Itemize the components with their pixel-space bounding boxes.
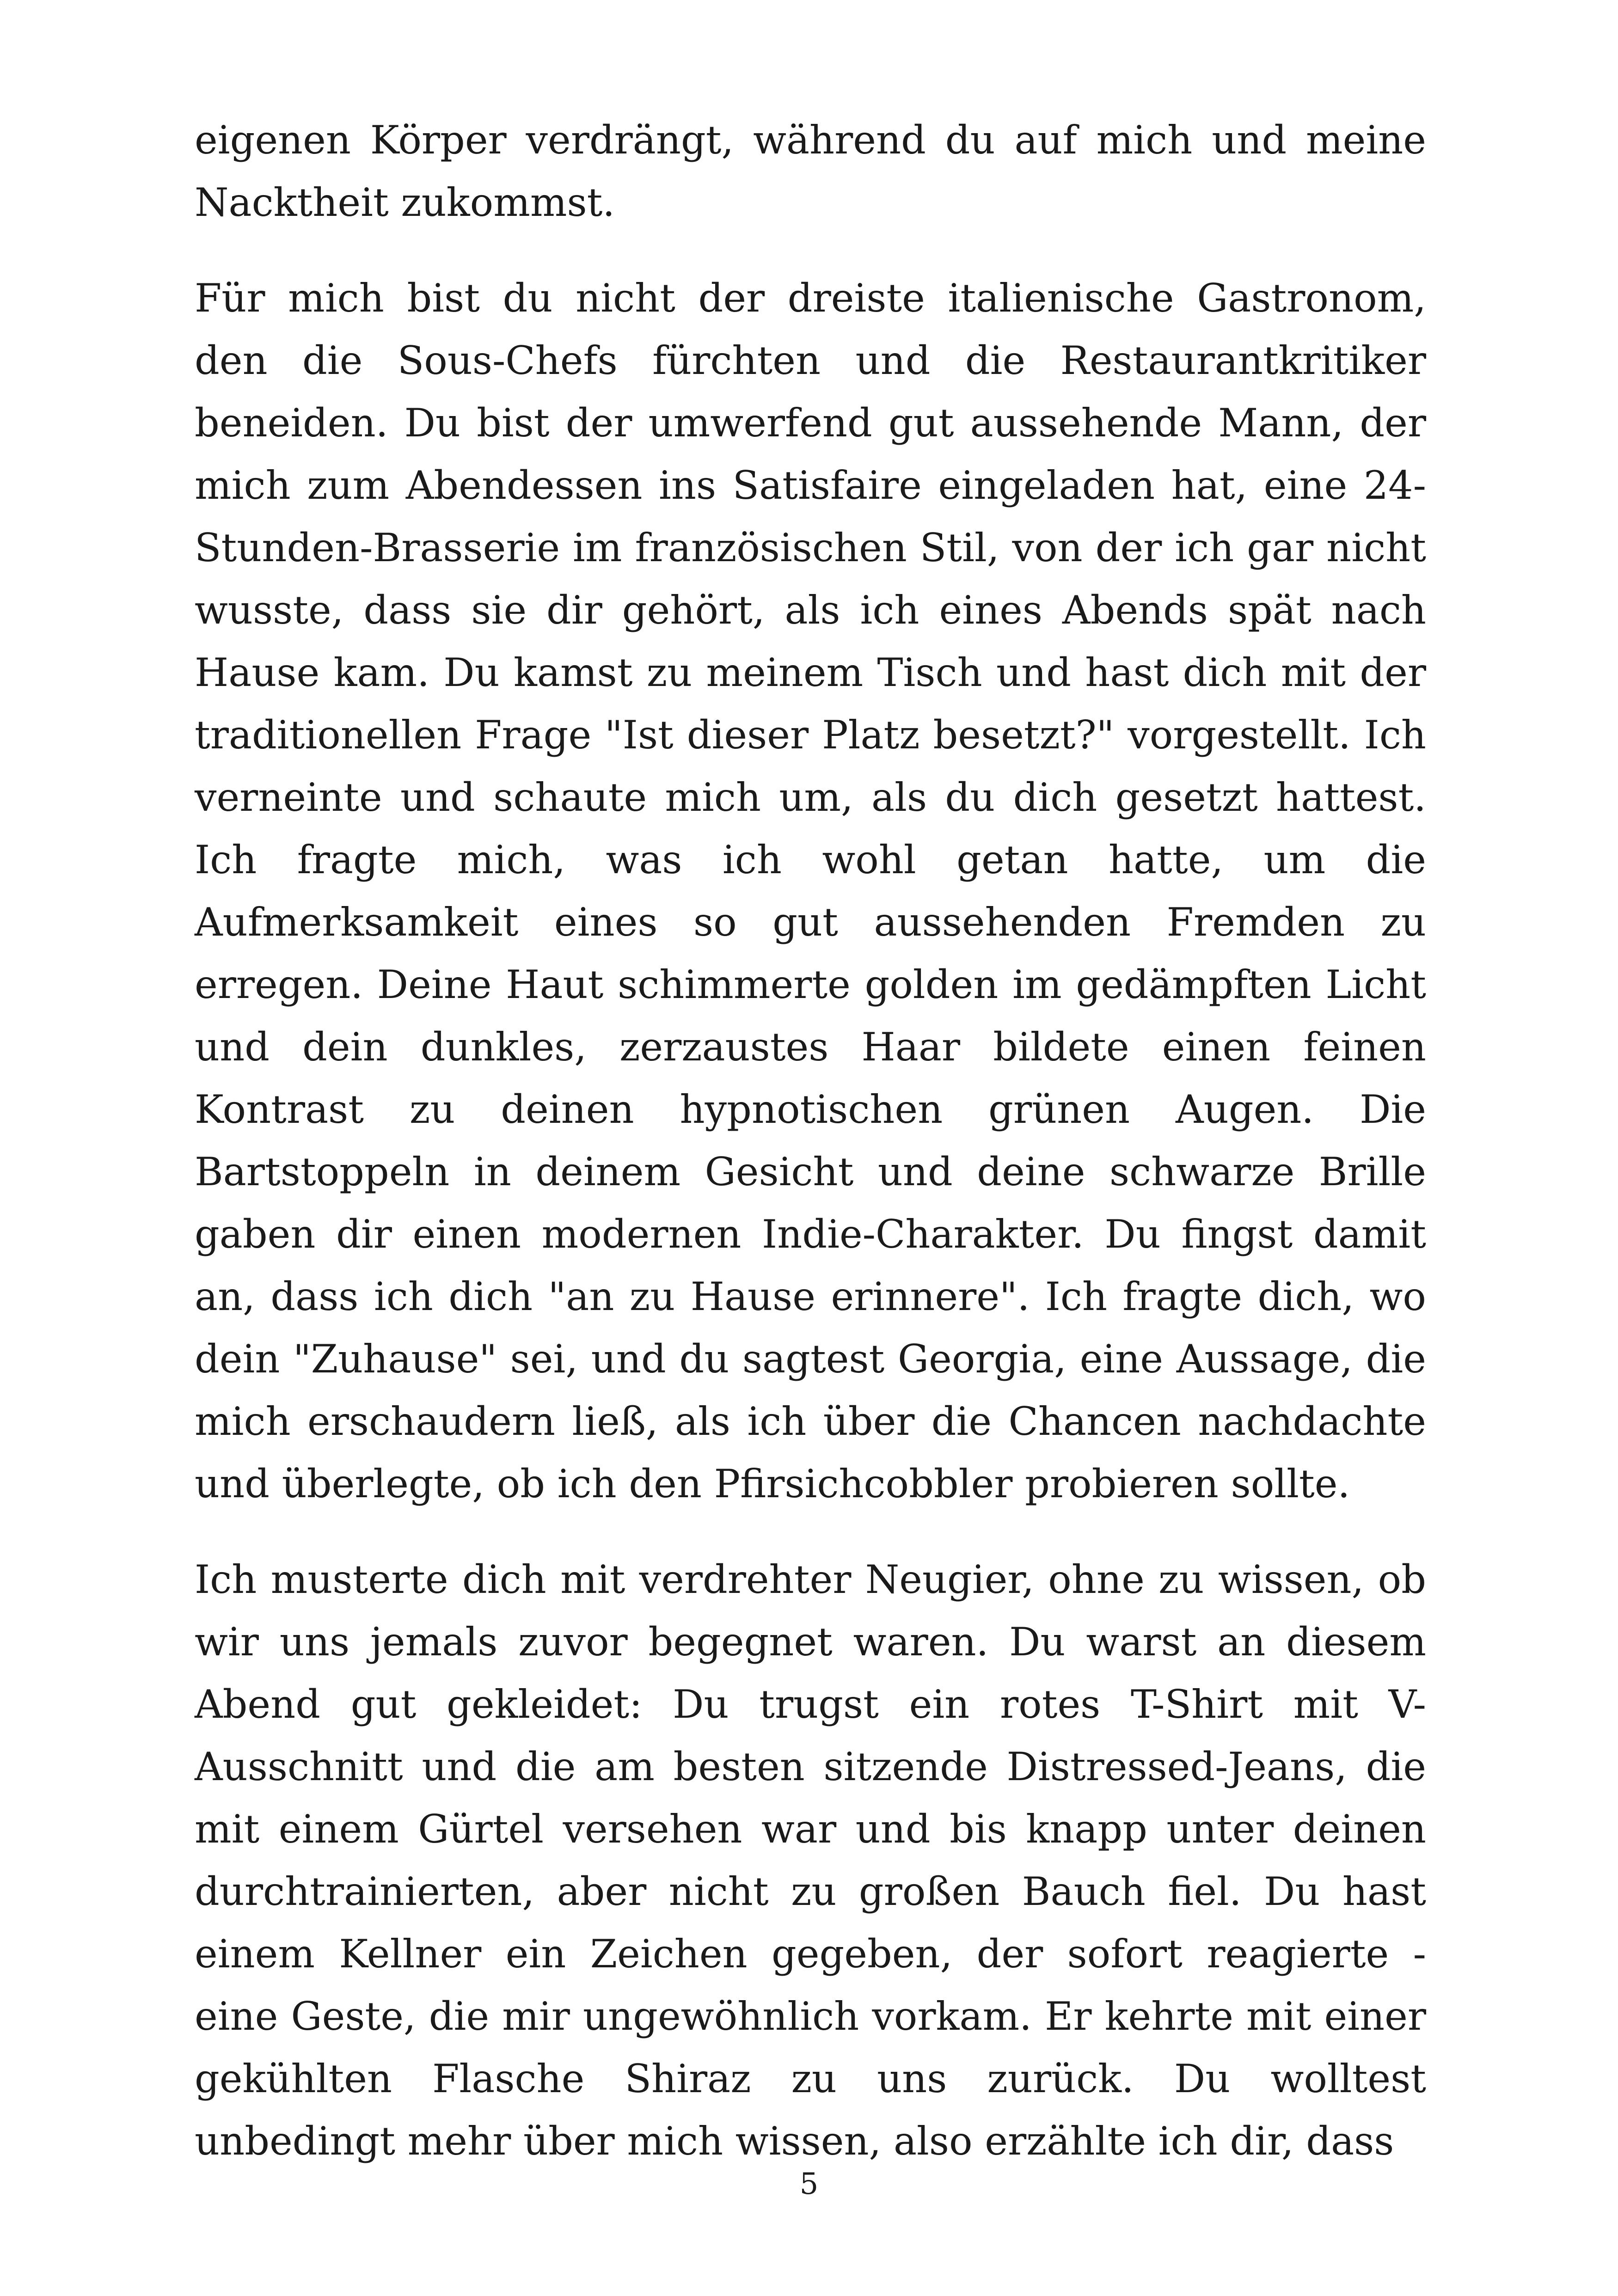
- body-text: [195, 109, 1426, 2206]
- page-number: 5: [799, 2167, 819, 2201]
- paragraph-3: Ich musterte dich mit verdrehter Neugier, ohne zu wissen, ob wir uns jemals zuvor begegnet waren. Du warst an diesem Abend gut gekleidet: Du trugst ein rotes T-Shirt mit V-Ausschnitt und die am besten sitzende Distressed-Jeans, die mit einem Gürtel versehen war und bis knapp unter deinen durchtrainierten, aber nicht zu großen Bauch fiel. Du hast einem Kellner ein Zeichen gegeben, der sofort reagierte - eine Geste, die mir ungewöhnlich vorkam. Er kehrte mit einer gekühlten Flasche Shiraz zu uns zurück. Du wolltest unbedingt mehr über mich wissen, also erzählte ich dir, dass: [195, 1557, 1426, 2164]
- paragraph-2: Für mich bist du nicht der dreiste italienische Gastronom, den die Sous-Chefs fürchten und die Restaurantkritiker beneiden. Du bist der umwerfend gut aussehende Mann, der mich zum Abendessen ins Satisfaire eingeladen hat, eine 24-Stunden-Brasserie im französischen Stil, von der ich gar nicht wusste, dass sie dir gehört, als ich eines Abends spät nach Hause kam. Du kamst zu meinem Tisch und hast dich mit der traditionellen Frage "Ist dieser Platz besetzt?" vorgestellt. Ich verneinte und schaute mich um, als du dich gesetzt hattest. Ich fragte mich, was ich wohl getan hatte, um die Aufmerksamkeit eines so gut aussehenden Fremden zu erregen. Deine Haut schimmerte golden im gedämpften Licht und dein dunkles, zerzaustes Haar bildete einen feinen Kontrast zu deinen hypnotischen grünen Augen. Die Bartstoppeln in deinem Gesicht und deine schwarze Brille gaben dir einen modernen Indie-Charakter. Du fingst damit an, dass ich dich "an zu Hause erinnere". Ich fragte dich, wo dein "Zuhause" sei, und du sagtest Georgia, eine Aussage, die mich erschaudern ließ, als ich über die Chancen nachdachte und überlegte, ob ich den Pfirsichcobbler probieren sollte.: [195, 276, 1426, 1506]
- paragraph-1: eigenen Körper verdrängt, während du auf mich und meine Nacktheit zukommst.: [195, 117, 1426, 225]
